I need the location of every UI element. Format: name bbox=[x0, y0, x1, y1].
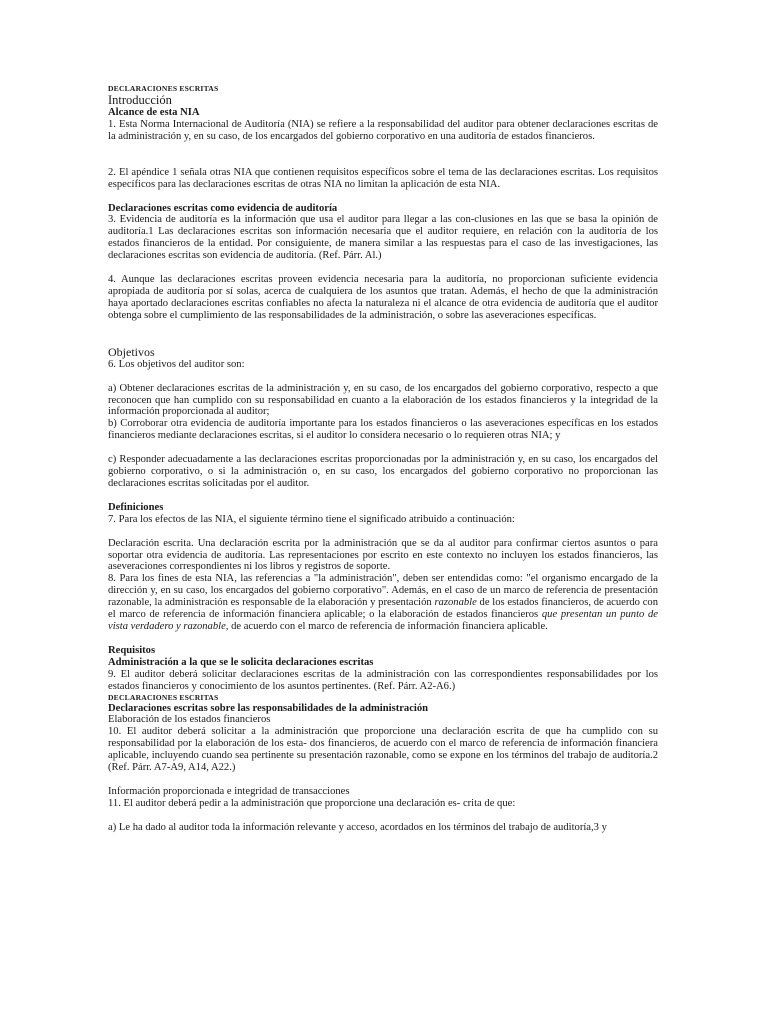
paragraph-1: 1. Esta Norma Internacional de Auditoría (NIA) se refiere a la responsabilidad del auditor para obtener declaraciones escritas de la administración y, en su caso, de los encargados del gobierno corporativo en una auditoría de estados financieros. bbox=[108, 118, 658, 142]
running-header: DECLARACIONES ESCRITAS bbox=[108, 84, 219, 93]
subheading-requisitos: Requisitos bbox=[108, 644, 156, 656]
section-heading-intro: Introducción bbox=[108, 93, 172, 107]
paragraph-10: 10. El auditor deberá solicitar a la administración que proporcione una declaración escrita de que ha cumplido con su responsabilidad por la elaboración de los esta- dos financieros, de acuerdo con el marco de referencia de información financiera aplicable, incluyendo cuando sea pertinente su presentación razonable, como se expone en los términos del trabajo de auditoría.2 (Ref. Párr. A7-A9, A14, A22.) bbox=[108, 726, 658, 774]
running-header-mid: DECLARACIONES ESCRITAS bbox=[108, 692, 219, 702]
paragraph-7-definition: Declaración escrita. Una declaración escrita por la administración que se da al auditor para confirmar ciertos asuntos o para soportar otra evidencia de auditoría. Las representaciones por escrito en este contexto no incluyen los estados financieros, las aseveraciones correspondientes ni los libros y registros de soporte. bbox=[108, 537, 658, 573]
document-page bbox=[108, 84, 658, 834]
paragraph-7: 7. Para los efectos de las NIA, el siguiente término tiene el significado atribuido a continuación: bbox=[108, 513, 515, 525]
subheading-alcance: Alcance de esta NIA bbox=[108, 107, 200, 118]
subheading-informacion: Información proporcionada e integridad de transacciones bbox=[108, 785, 350, 797]
paragraph-9: 9. El auditor deberá solicitar declaraciones escritas de la administración con las correspondientes responsabilidades por los estados financieros y conocimiento de los asuntos pertinentes. (Ref. Párr. A2-A6.) bbox=[108, 668, 658, 692]
paragraph-6c: c) Responder adecuadamente a las declaraciones escritas proporcionadas por la administración y, en su caso, los encargados del gobierno corporativo, o si la administración o, en su caso, los encargados del gobierno corporativo no proporcionan las declaraciones escritas solicitadas por el auditor. bbox=[108, 454, 658, 489]
paragraph-6b: b) Corroborar otra evidencia de auditoría importante para los estados financieros o las aseveraciones específicas en los estados financieros mediante declaraciones escritas, si el auditor lo considera necesario o lo requieren otras NIA; y bbox=[108, 418, 658, 442]
paragraph-4: 4. Aunque las declaraciones escritas proveen evidencia necesaria para la auditoría, no proporcionan suficiente evidencia apropiada de auditoría por sí solas, acerca de cualquiera de los asuntos que tratan. Además, el hecho de que la administración haya aportado declaraciones escritas confiables no afecta la naturaleza ni el alcance de otra evidencia de auditoría que el auditor obtenga sobre el cumplimiento de las responsabilidades de la administración, o sobre las aseveraciones específicas. bbox=[108, 274, 658, 321]
paragraph-6a: a) Obtener declaraciones escritas de la administración y, en su caso, de los encargados del gobierno corporativo, respecto a que reconocen que han cumplido con su responsabilidad en cuanto a la elaboración de los estados financieros y la integridad de la información proporcionada al auditor; bbox=[108, 382, 658, 418]
section-heading-objetivos: Objetivos bbox=[108, 344, 155, 359]
paragraph-6: 6. Los objetivos del auditor son: bbox=[108, 358, 245, 370]
subheading-evidencia: Declaraciones escritas como evidencia de auditoría bbox=[108, 202, 338, 214]
subheading-definiciones: Definiciones bbox=[108, 501, 164, 513]
paragraph-8: 8. Para los fines de esta NIA, las referencias a "la administración", deben ser entendidas como: "el organismo encargado de la dirección y, en su caso, los encargados del gobierno corporativo". Además, en el caso de un marco de referencia de presentación razonable, la administración es responsable de la elaboración y presentación razonable de los estados financieros, de acuerdo con el marco de referencia de información financiera aplicable; o la elaboración de estados financieros que presentan un punto de vista verdadero y razonable, de acuerdo con el marco de referencia de información financiera aplicable. bbox=[108, 573, 659, 632]
paragraph-3: 3. Evidencia de auditoría es la información que usa el auditor para llegar a las con-clusiones en las que se basa la opinión de auditoría.1 Las declaraciones escritas son información necesaria que el auditor requiere, en relación con la auditoría de los estados financieros de la entidad. Por consiguiente, de manera similar a las respuestas para el caso de las investigaciones, las declaraciones escritas son evidencia de auditoría. (Ref. Párr. Al.) bbox=[108, 214, 658, 262]
paragraph-11a: a) Le ha dado al auditor toda la información relevante y acceso, acordados en los términos del trabajo de auditoría,3 y bbox=[108, 821, 607, 833]
subheading-responsabilidades: Declaraciones escritas sobre las responsabilidades de la administración bbox=[108, 702, 429, 714]
paragraph-2: 2. El apéndice 1 señala otras NIA que contienen requisitos específicos sobre el tema de las declaraciones escritas. Los requisitos específicos para las declaraciones escritas de otras NIA no limitan la aplicación de esta NIA. bbox=[108, 166, 658, 190]
paragraph-11: 11. El auditor deberá pedir a la administración que proporcione una declaración es- crita de que: bbox=[108, 797, 516, 809]
subheading-elaboracion: Elaboración de los estados financieros bbox=[108, 714, 271, 726]
subheading-administracion: Administración a la que se le solicita declaraciones escritas bbox=[108, 656, 374, 668]
